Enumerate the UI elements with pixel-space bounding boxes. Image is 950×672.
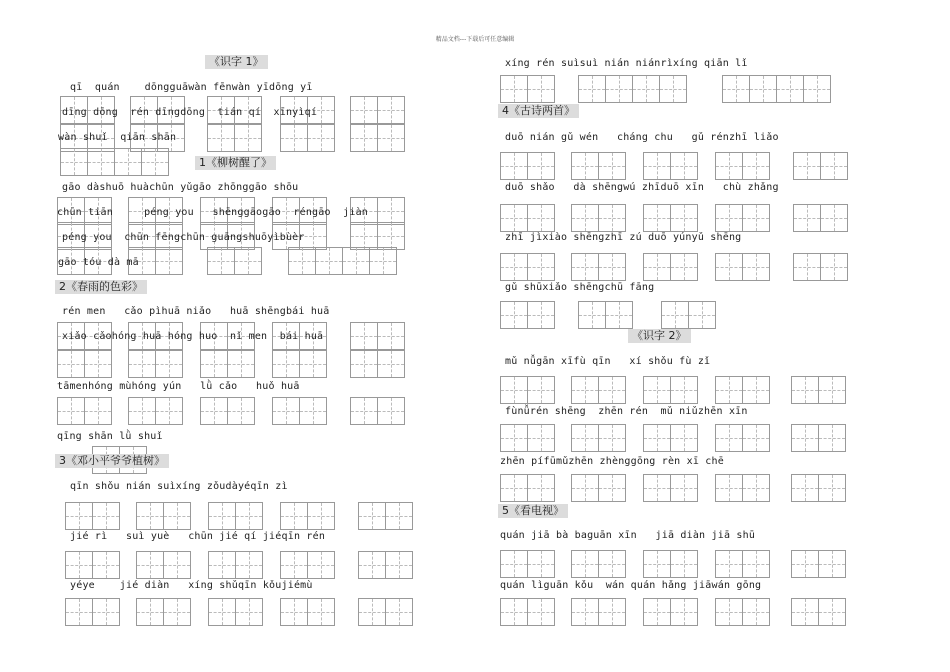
lesson-title: 《识字 1》 [205,55,268,69]
char-box-group [715,424,769,452]
page-header: 精品文档---下载后可任意编辑 [435,36,515,43]
char-box-group [57,350,111,378]
char-box-group [571,152,625,180]
pinyin-line: gǔ shūxiǎo shēngchū fāng [505,282,655,293]
char-box-group [350,397,404,425]
char-box-group [643,424,697,452]
char-box-group [715,376,769,404]
char-box-group [715,152,769,180]
char-box-group [571,598,625,626]
char-box-group [643,474,697,502]
char-box-group [791,598,845,626]
char-box-group [578,75,686,103]
char-box-group [500,474,554,502]
char-box-group [661,301,715,329]
char-box-group [350,96,404,124]
char-box-group [500,253,554,281]
pinyin-line: wàn shuǐ qiān shān [58,132,177,143]
char-box-group [571,376,625,404]
char-box-group [136,502,190,530]
char-box-group [791,550,845,578]
char-box-group [288,247,396,275]
char-box-group [350,350,404,378]
char-box-group [500,301,554,329]
char-box-group [207,247,261,275]
char-box-group [571,253,625,281]
pinyin-line: jié rì suì yuè chūn jié qí jiéqīn rén [70,531,326,542]
char-box-group [500,376,554,404]
char-box-group [571,550,625,578]
pinyin-line: péng you chūn fēngchūn guāngshuōyìbùèr [62,232,305,243]
char-box-group [350,322,404,350]
pinyin-line: duō shǎo dà shēngwú zhīduō xīn chù zhǎng [505,182,779,193]
char-box-group [358,551,412,579]
char-box-group [571,424,625,452]
char-box-group [208,502,262,530]
char-box-group [500,598,554,626]
lesson-title: 5《看电视》 [498,504,568,518]
pinyin-line: yéye jié diàn xíng shǔqīn kǒujiémù [70,580,313,591]
char-box-group [791,424,845,452]
char-box-group [793,253,847,281]
pinyin-line: rén men cǎo pìhuā niǎo huā shēngbái huā [62,306,330,317]
char-box-group [715,550,769,578]
char-box-group [571,474,625,502]
lesson-title: 3《邓小平爷爷植树》 [55,454,169,468]
pinyin-line: qīn shǒu nián suìxíng zǒudàyéqīn zì [70,481,288,492]
char-box-group [793,204,847,232]
char-box-group [643,204,697,232]
char-box-group [272,350,326,378]
pinyin-line: gāo dàshuō huàchūn yǔgāo zhōnggāo shōu [62,182,299,193]
char-box-group [65,551,119,579]
pinyin-line: zhēn pífūmǔzhēn zhènggōng rèn xī chē [500,456,724,467]
char-box-group [358,598,412,626]
lesson-title: 4《古诗两首》 [498,104,579,118]
char-box-group [578,301,632,329]
char-box-group [65,502,119,530]
char-box-group [722,75,830,103]
char-box-group [500,424,554,452]
pinyin-line: zhī jìxiào shēngzhī zú duō yúnyǔ shēng [505,232,742,243]
char-box-group [643,152,697,180]
char-box-group [350,124,404,152]
char-box-group [643,376,697,404]
char-box-group [60,148,168,176]
pinyin-line: mǔ nǚgān xīfù qīn xí shǒu fù zǐ [505,356,711,367]
lesson-title: 1《柳树醒了》 [195,156,276,170]
char-box-group [280,124,334,152]
char-box-group [643,598,697,626]
char-box-group [350,222,404,250]
char-box-group [136,551,190,579]
char-box-group [128,397,182,425]
char-box-group [793,152,847,180]
char-box-group [715,204,769,232]
char-box-group [65,598,119,626]
char-box-group [643,253,697,281]
char-box-group [500,152,554,180]
char-box-group [128,350,182,378]
char-box-group [272,397,326,425]
pinyin-line: duō nián gǔ wén cháng chu gǔ rénzhī liǎo [505,132,779,143]
lesson-title: 《识字 2》 [628,329,691,343]
lesson-title: 2《春雨的色彩》 [55,280,147,294]
char-box-group [280,502,334,530]
char-box-group [715,253,769,281]
pinyin-line: xiǎo cǎohóng huā hóng huo nǐ men bái huā [62,331,324,342]
char-box-group [791,474,845,502]
char-box-group [715,598,769,626]
pinyin-line: fùnǚrén shēng zhēn rén mǔ niǔzhēn xīn [505,406,748,417]
char-box-group [200,397,254,425]
char-box-group [500,550,554,578]
char-box-group [136,598,190,626]
char-box-group [571,204,625,232]
char-box-group [207,124,261,152]
pinyin-line: quán jiā bà baguān xīn jiā diàn jiā shū [500,530,756,541]
pinyin-line: xíng rén suìsuì nián niánrìxíng qiān lǐ [505,58,748,69]
char-box-group [208,598,262,626]
char-box-group [280,598,334,626]
pinyin-line: chūn tiān péng you shēnggāogāo réngāo jiàn [57,207,369,218]
char-box-group [208,551,262,579]
char-box-group [500,204,554,232]
char-box-group [57,397,111,425]
pinyin-line: tāmenhóng mùhóng yún lǜ cǎo huǒ huā [57,381,300,392]
char-box-group [280,551,334,579]
char-box-group [200,350,254,378]
pinyin-line: dīng dōng rén dīngdōng tián qí xīnyìqí [62,107,318,118]
pinyin-line: qīng shān lǜ shuǐ [57,431,163,442]
char-box-group [643,550,697,578]
pinyin-line: gāo tóu dà mā [58,257,139,268]
pinyin-line: quán lìguān kǒu wán quán hǎng jiāwán gōng [500,580,762,591]
pinyin-line: qī quán dōngguāwàn fēnwàn yīdōng yī [70,82,313,93]
char-box-group [791,376,845,404]
char-box-group [500,75,554,103]
char-box-group [358,502,412,530]
char-box-group [715,474,769,502]
